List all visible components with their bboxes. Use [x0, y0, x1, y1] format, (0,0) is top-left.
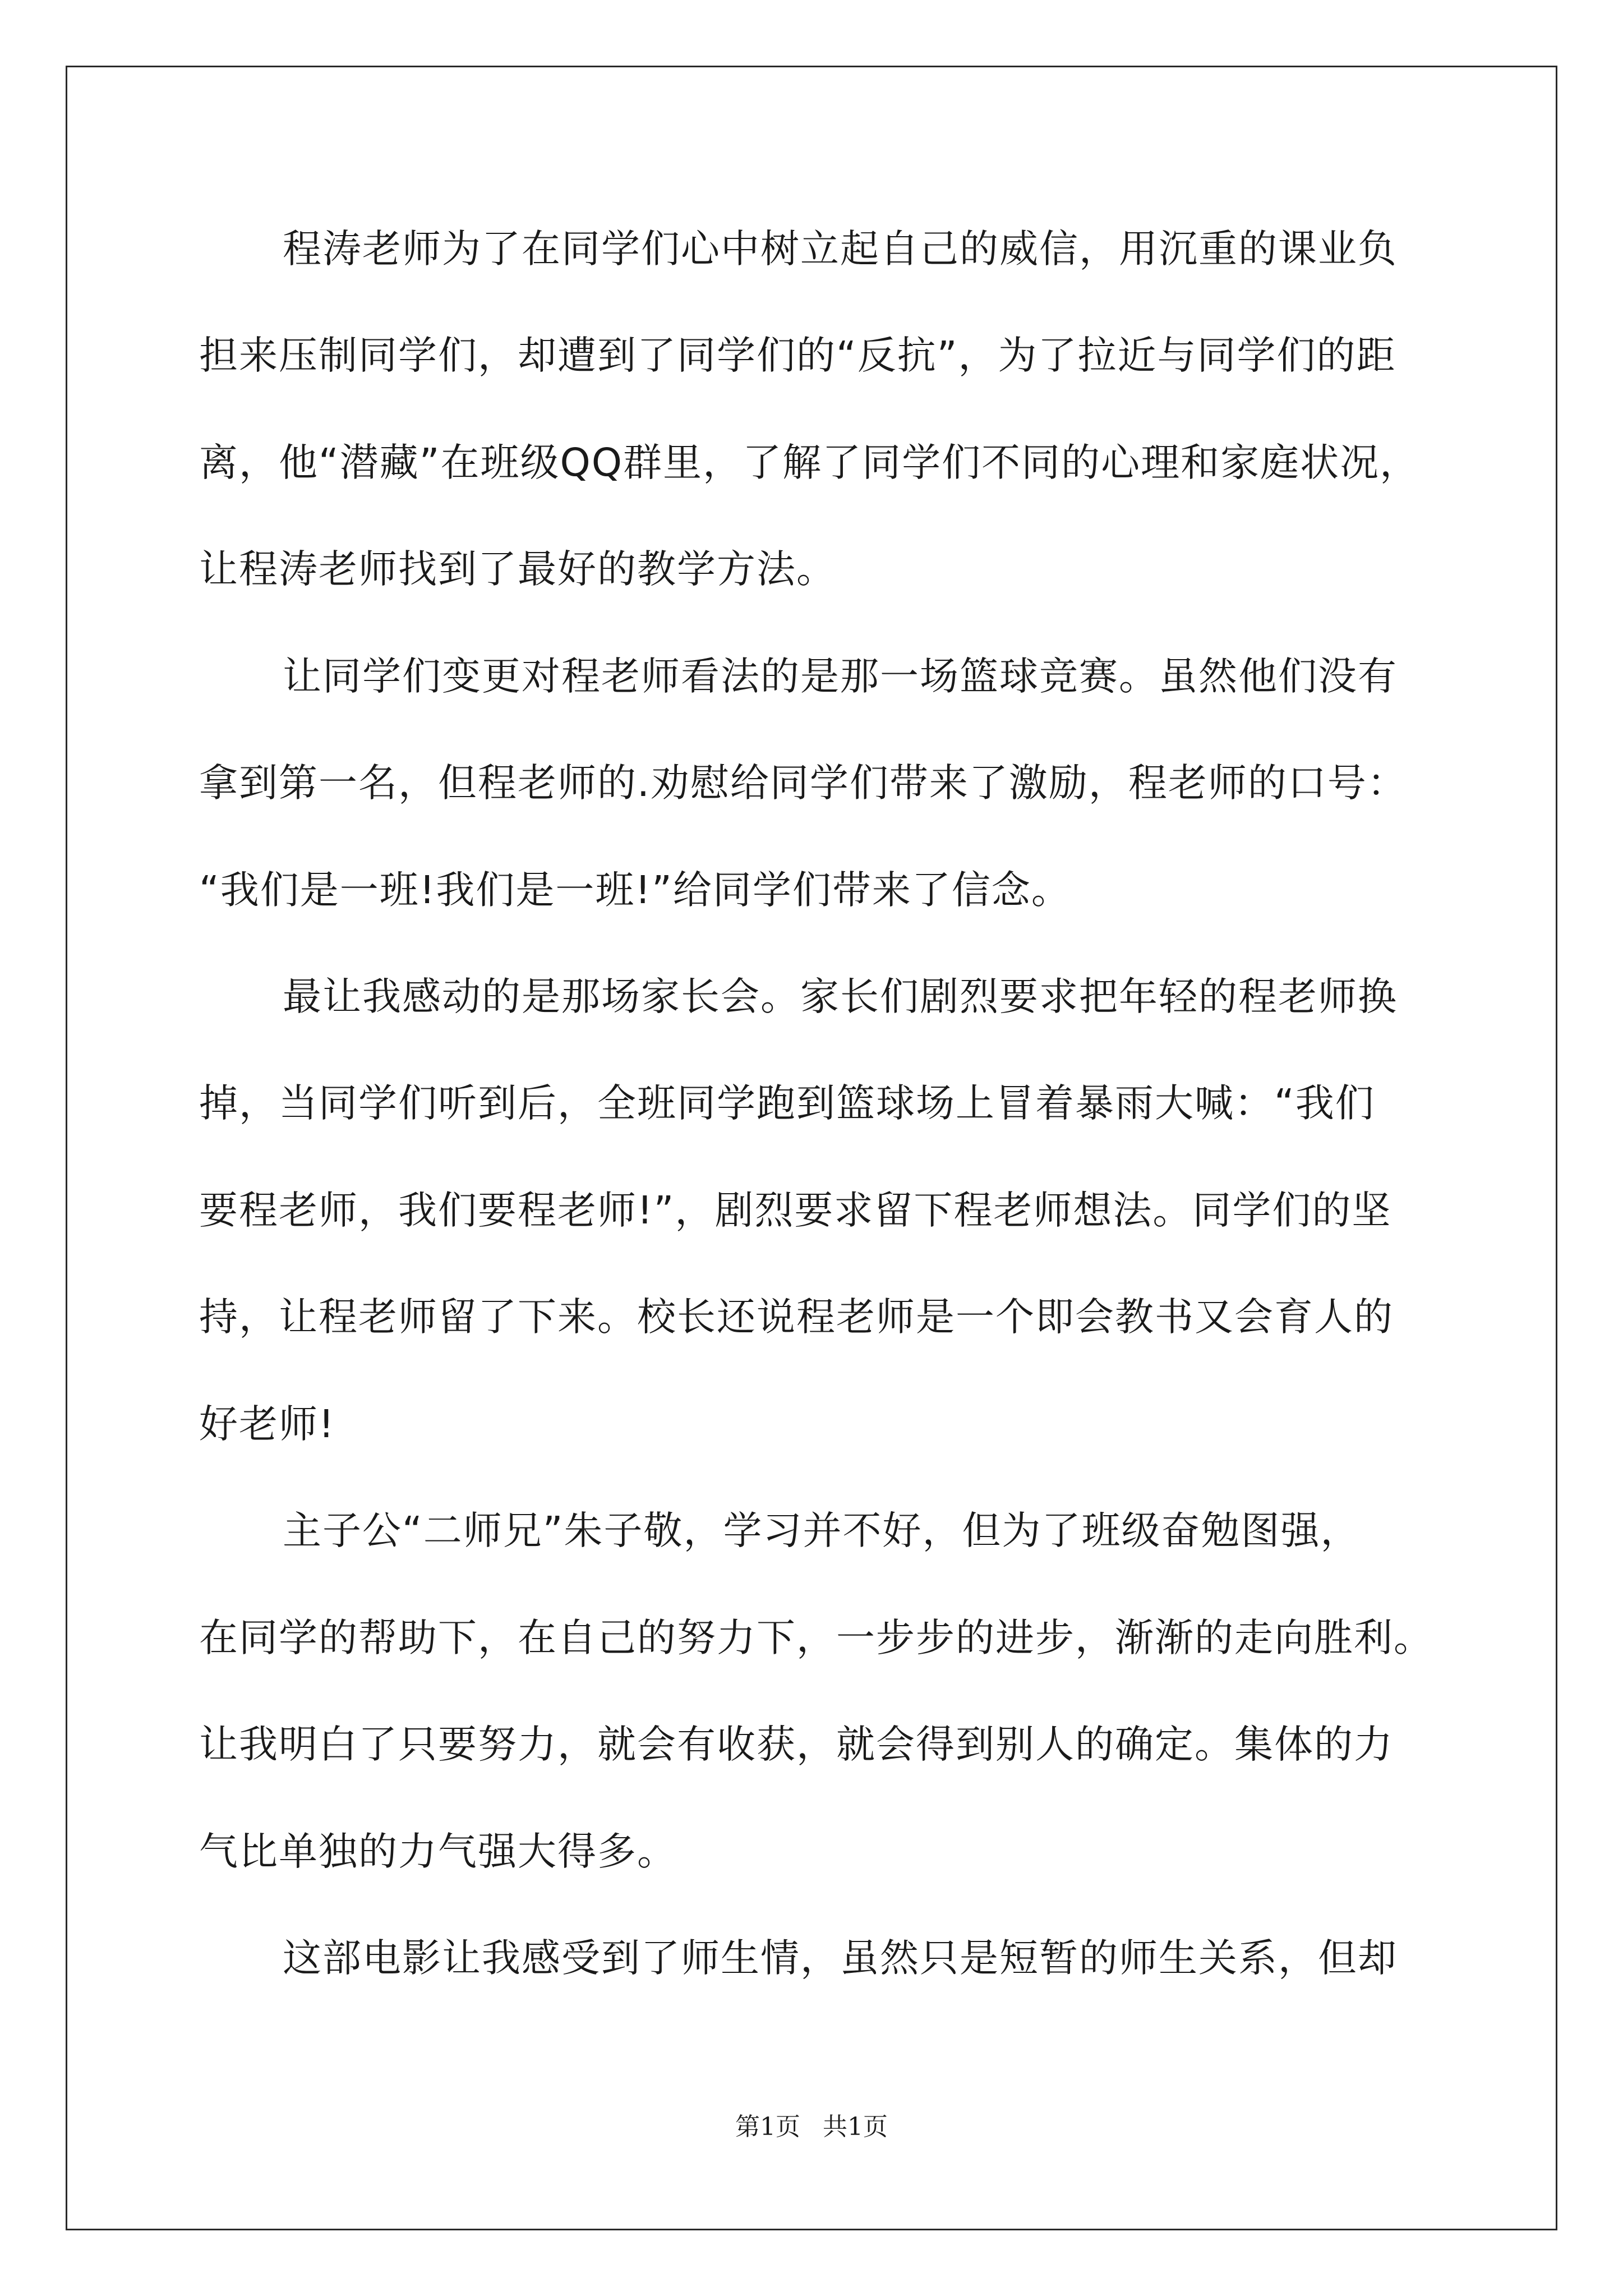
text-line: 主子公“二师兄”朱子敬，学习并不好，但为了班级奋勉图强， [283, 1508, 1361, 1553]
text-line: 掉，当同学们听到后，全班同学跑到篮球场上冒着暴雨大喊：“我们 [199, 1081, 1375, 1126]
text-line: 程涛老师为了在同学们心中树立起自己的威信，用沉重的课业负 [283, 227, 1398, 272]
page-footer [0, 2110, 1623, 2144]
text-line: 最让我感动的是那场家长会。家长们剧烈要求把年轻的程老师换 [283, 974, 1398, 1019]
text-line: 离，他“潜藏”在班级QQ群里，了解了同学们不同的心理和家庭状况， [199, 440, 1420, 485]
text-line: 让我明白了只要努力，就会有收获，就会得到别人的确定。集体的力 [199, 1722, 1394, 1767]
page-border [66, 66, 1557, 2230]
text-line: 气比单独的力气强大得多。 [199, 1829, 677, 1874]
text-line: 好老师! [199, 1402, 335, 1447]
text-line: “我们是一班!我们是一班!”给同学们带来了信念。 [199, 868, 1071, 913]
page-total: 共1页 [823, 2113, 888, 2141]
text-line: 担来压制同学们，却遭到了同学们的“反抗”，为了拉近与同学们的距 [199, 333, 1396, 378]
text-line: 让程涛老师找到了最好的教学方法。 [199, 547, 836, 592]
text-line: 这部电影让我感受到了师生情，虽然只是短暂的师生关系，但却 [283, 1936, 1398, 1981]
text-line: 持，让程老师留了下来。校长还说程老师是一个即会教书又会育人的 [199, 1295, 1394, 1340]
text-line: 拿到第一名，但程老师的.劝慰给同学们带来了激励，程老师的口号： [199, 761, 1407, 806]
text-line: 在同学的帮助下，在自己的努力下，一步步的进步，渐渐的走向胜利。 [199, 1616, 1433, 1660]
page-number: 第1页 [735, 2113, 800, 2141]
text-line: 要程老师，我们要程老师!”，剧烈要求留下程老师想法。同学们的坚 [199, 1188, 1392, 1233]
text-line: 让同学们变更对程老师看法的是那一场篮球竞赛。虽然他们没有 [283, 654, 1398, 699]
